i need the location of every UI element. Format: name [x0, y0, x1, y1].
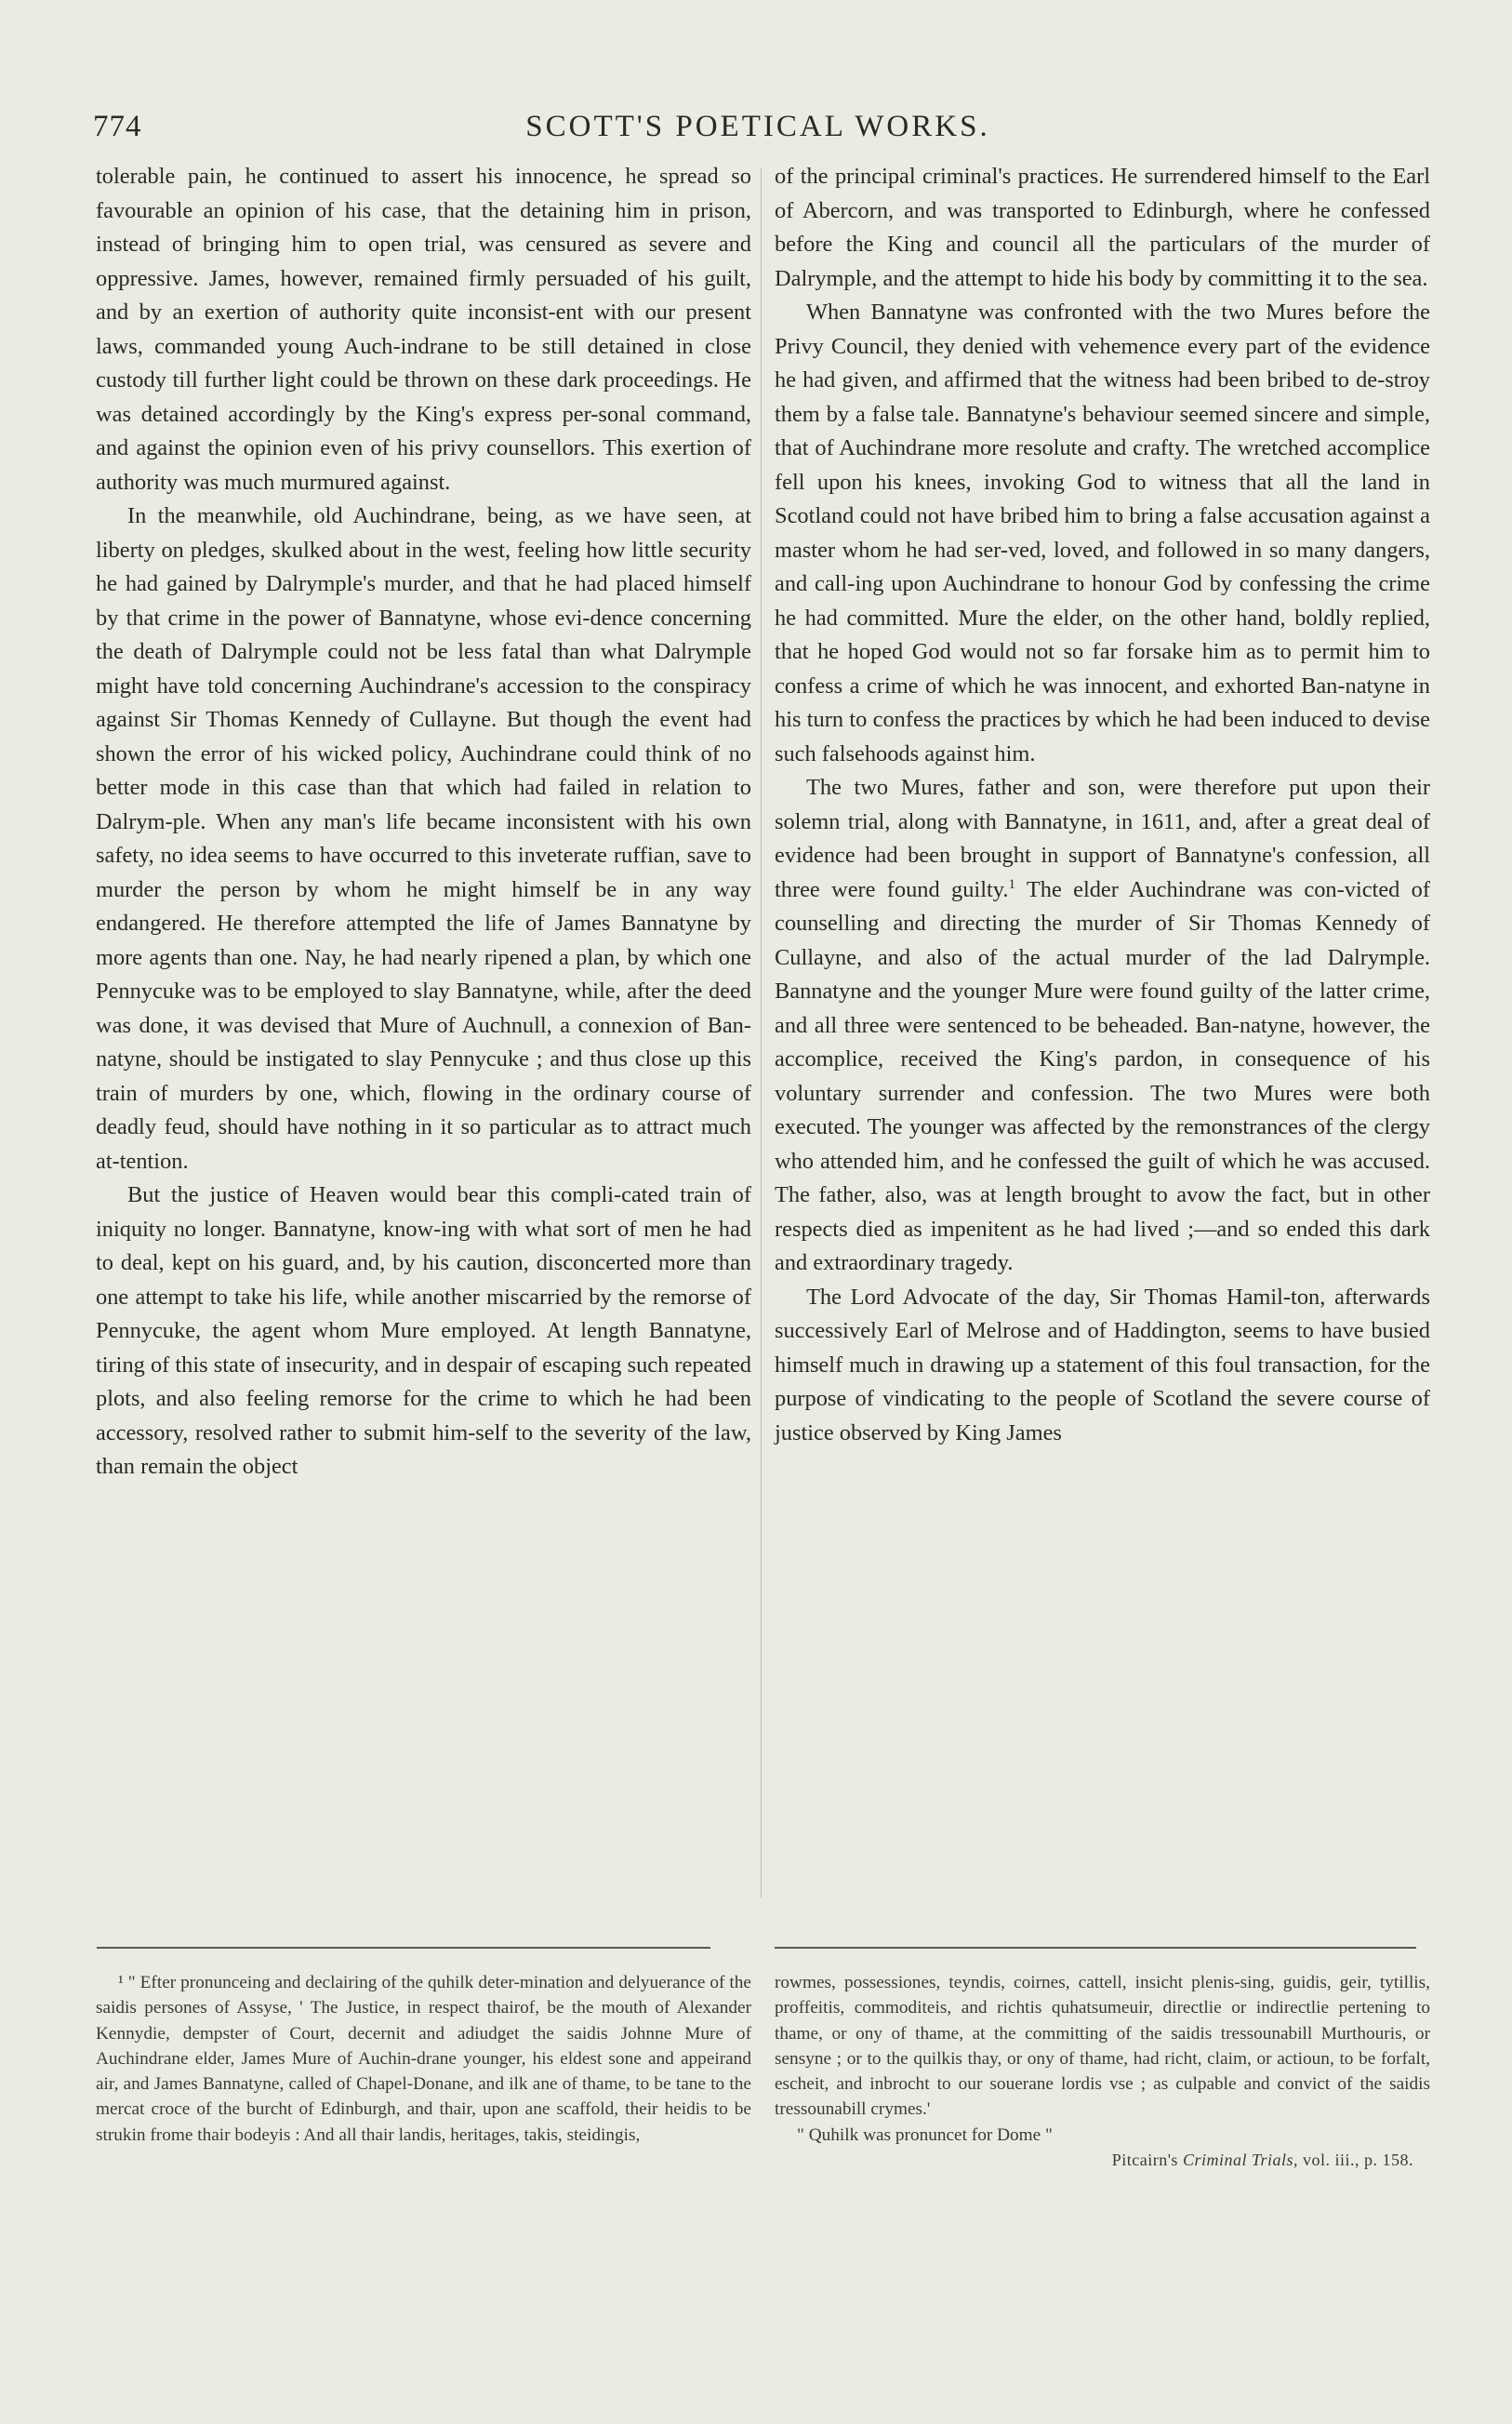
footnote-separator [775, 1947, 1416, 1949]
paragraph-text: The two Mures, father and son, were therefore put upon their solemn trial, along with Bannatyne, in 1611, and, after a great deal of evidence had been brought in support of Bannatyne's confession, all three were found guilty. [775, 775, 1430, 902]
right-text-column [775, 160, 1430, 1450]
paragraph: When Bannatyne was confronted with the two Mures before the Privy Council, they denied with vehemence every part of the evidence he had given, and affirmed that the witness had been bribed to de-stroy them by a false tale. Bannatyne's behaviour seemed sincere and simple, that of Auchindrane more resolute and crafty. The wretched accomplice fell upon his knees, invoking God to witness that all the land in Scotland could not have bribed him to bring a false accusation against a master whom he had ser-ved, loved, and followed in so many dangers, and call-ing upon Auchindrane to honour God by confessing the crime he had committed. Mure the elder, on the other hand, boldly replied, that he hoped God would not so far forsake him as to permit him to confess a crime of which he was innocent, and exhorted Ban-natyne in his turn to confess the practices by which he had been induced to devise such falsehoods against him. [775, 300, 1430, 766]
paragraph: tolerable pain, he continued to assert his innocence, he spread so favourable an opinion of his case, that the detaining him in prison, instead of bringing him to open trial, was censured as severe and oppressive. James, however, remained firmly persuaded of his guilt, and by an exertion of authority quite inconsist-ent with our present laws, commanded young Auch-indrane to be still detained in close custody till further light could be thrown on these dark proceedings. He was detained accordingly by the King's express per-sonal command, and against the opinion even of his privy counsellors. This exertion of authority was much murmured against. [96, 164, 751, 495]
footnote-quote: " Quhilk was pronuncet for Dome " [797, 2124, 1053, 2145]
footnote-separator [97, 1947, 710, 1949]
footnote-marker: 1 [1008, 876, 1015, 892]
column-divider [761, 167, 762, 1898]
paragraph: of the principal criminal's practices. He surrendered himself to the Earl of Abercorn, and was transported to Edinburgh, where he confessed before the King and council all the particulars of the murder of Dalrymple, and the attempt to hide his body by committing it to the sea. [775, 164, 1430, 291]
left-text-column [96, 160, 751, 1485]
footnote-text: ¹ " Efter pronunceing and declairing of the quhilk deter-mination and delyuerance of the saidis persones of Assyse, ' The Justice, in respect thairof, be the mouth of Alexander Kennydie, dempster of Court, decernit and adiudget the saidis Johnne Mure of Auchindrane elder, James Mure of Auchin-drane younger, his eldest sone and appeirand air, and James Bannatyne, called of Chapel-Donane, and ilk ane of thame, to be tane to the mercat croce of the burcht of Edinburgh, and thair, upon ane scaffold, their heidis to be strukin frome thair bodeyis : And all thair landis, heritages, takis, steidingis, [96, 1973, 751, 2145]
footnote-right [775, 1970, 1430, 2173]
page-header [93, 110, 1423, 156]
footnote-left [96, 1970, 751, 2148]
running-title: SCOTT'S POETICAL WORKS. [525, 110, 990, 143]
footnote-citation [775, 2148, 1430, 2173]
paragraph: But the justice of Heaven would bear this compli-cated train of iniquity no longer. Bannatyne, know-ing with what sort of men he had to deal, kept on his guard, and, by his caution, disconcerted more than one attempt to take his life, while another miscarried by the remorse of Pennycuke, the agent whom Mure employed. At length Bannatyne, tiring of this state of insecurity, and in despair of escaping such repeated plots, and also feeling remorse for the crime to which he had been accessory, resolved rather to submit him-self to the severity of the law, than remain the object [96, 1182, 751, 1479]
paragraph: The Lord Advocate of the day, Sir Thomas Hamil-ton, afterwards successively Earl of Melrose and of Haddington, seems to have busied himself much in drawing up a statement of this foul transaction, for the purpose of vindicating to the people of Scotland the severe course of justice observed by King James [775, 1284, 1430, 1445]
citation-title: Criminal Trials [1182, 2151, 1293, 2170]
footnote-text: rowmes, possessiones, teyndis, coirnes, cattell, insicht plenis-sing, guidis, geir, tytillis, proffeitis, commoditeis, and richtis quhatsumeuir, directlie or indirectlie pertening to thame, or ony of thame, at the committing of the saidis tressounabill Murthouris, or sensyne ; or to the quilkis thay, or ony of thame, had richt, claim, or actioun, to be forfalt, escheit, and inbrocht to our souerane lordis vse ; as culpable and convict of the saidis tressounabill crymes.' [775, 1973, 1430, 2120]
paragraph-text: The elder Auchindrane was con-victed of counselling and directing the murder of Sir Thomas Kennedy of Cullayne, and also of the actual murder of the lad Dalrymple. Bannatyne and the younger Mure were found guilty of the latter crime, and all three were sentenced to be beheaded. Ban-natyne, however, the accomplice, received the King's pardon, in consequence of his voluntary surrender and confession. The two Mures were both executed. The younger was affected by the remonstrances of the clergy who attended him, and he confessed the guilt of which he was accused. The father, also, was at length brought to avow the fact, but in other respects died as impenitent as he had lived ;—and so ended this dark and extraordinary tragedy. [775, 876, 1430, 1275]
citation-volume: , vol. iii., p. 158. [1293, 2151, 1413, 2170]
paragraph [775, 771, 1430, 1281]
citation-author: Pitcairn's [1111, 2151, 1183, 2170]
paragraph: In the meanwhile, old Auchindrane, being, as we have seen, at liberty on pledges, skulked about in the west, feeling how little security he had gained by Dalrymple's murder, and that he had placed himself by that crime in the power of Bannatyne, whose evi-dence concerning the death of Dalrymple could not be less fatal than what Dalrymple might have told concerning Auchindrane's accession to the conspiracy against Sir Thomas Kennedy of Cullayne. But though the event had shown the error of his wicked policy, Auchindrane could think of no better mode in this case than that which had failed in relation to Dalrym-ple. When any man's life became inconsistent with his own safety, no idea seems to have occurred to this inveterate ruffian, save to murder the person by whom he might himself be in any way endangered. He therefore attempted the life of James Bannatyne by more agents than one. Nay, he had nearly ripened a plan, by which one Pennycuke was to be employed to slay Bannatyne, while, after the deed was done, it was devised that Mure of Auchnull, a connexion of Ban-natyne, should be instigated to slay Pennycuke ; and thus close up this train of murders by one, which, flowing in the ordinary course of deadly feud, should have nothing in it so particular as to attract much at-tention. [96, 503, 751, 1174]
page-number: 774 [93, 110, 142, 143]
